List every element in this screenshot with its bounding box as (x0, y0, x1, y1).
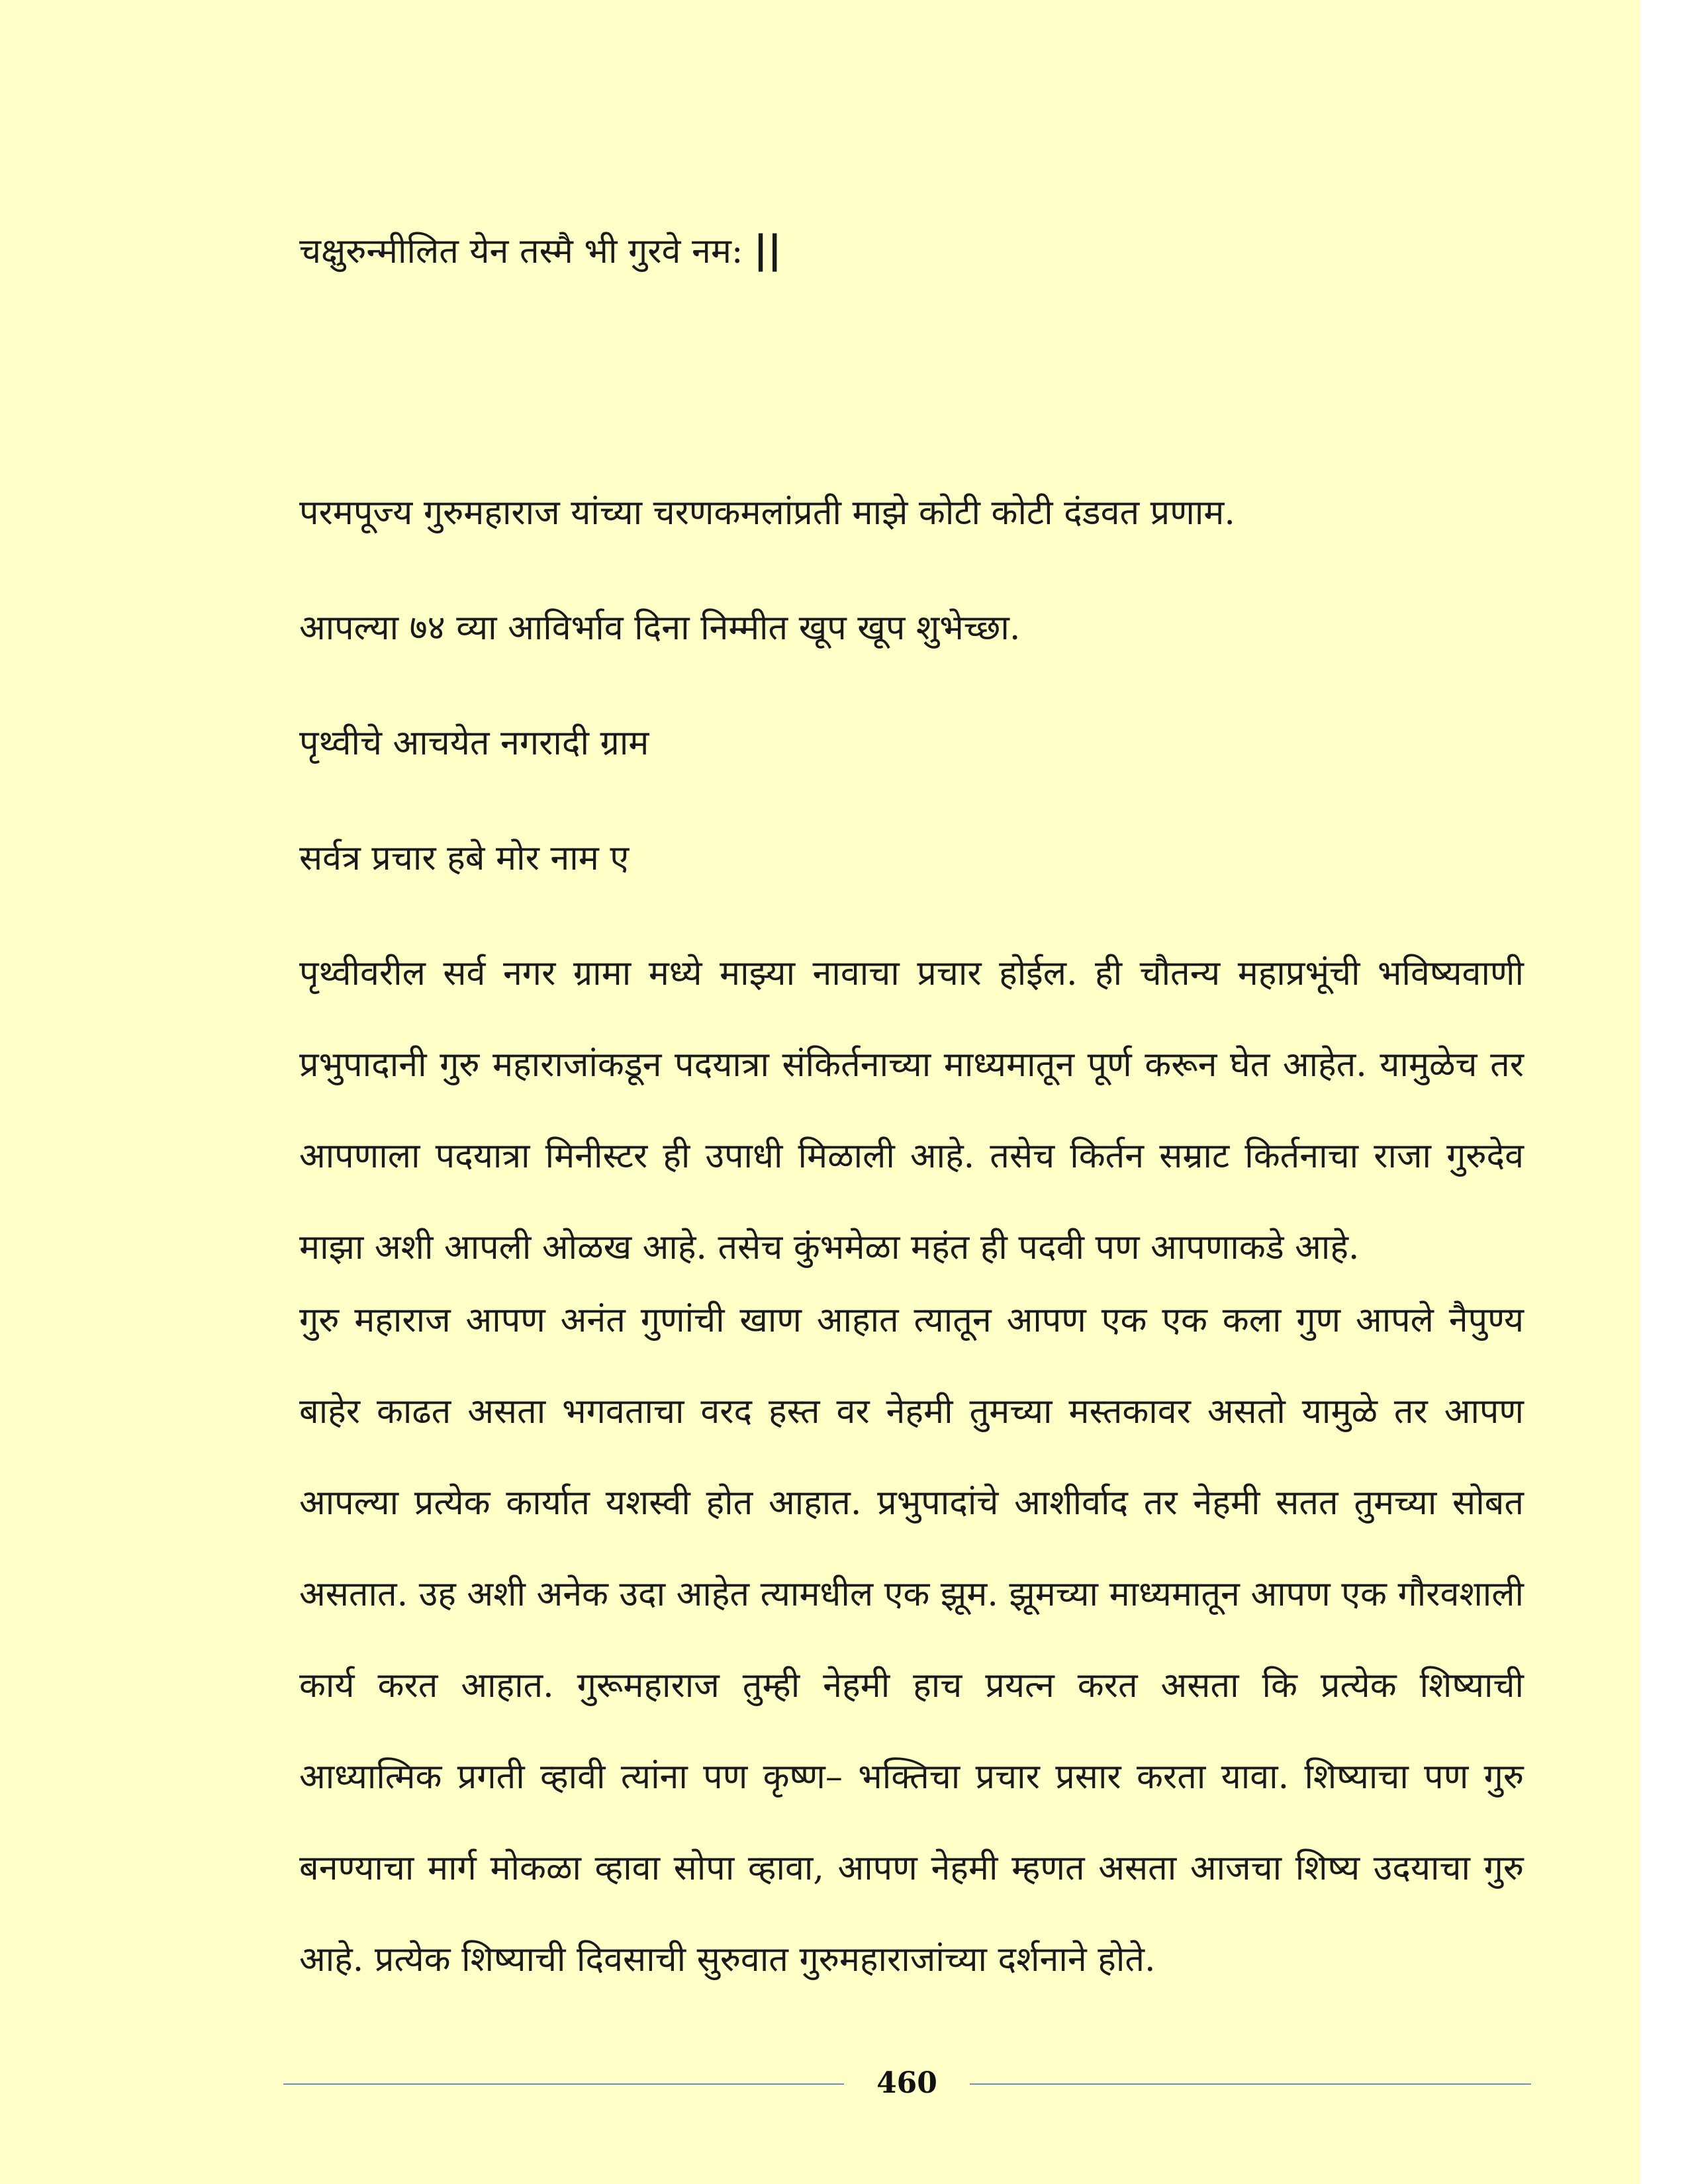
footer-rule-left (283, 2083, 844, 2085)
shloka-line (299, 204, 1524, 297)
verse-end-mark: || (753, 227, 782, 272)
salutation-line: परमपूज्य गुरुमहाराज यांच्या चरणकमलांप्रती माझे कोटी कोटी दंडवत प्रणाम. (299, 493, 1235, 533)
footer-rule-right (970, 2083, 1531, 2085)
verse-line-1: पृथ्वीचे आचयेत नगरादी ग्राम (299, 723, 649, 763)
paragraph-1: पृथ्वीवरील सर्व नगर ग्रामा मध्ये माझ्या नावाचा प्रचार होईल. ही चौतन्य महाप्रभूंची भविष्यवाणी प्रभुपादानी गुरु महाराजांकडून पदयात्रा संकिर्तनाच्या माध्यमातून पूर्ण करून घेत आहेत. यामुळेच तर आपणाला पदयात्रा मिनीस्टर ही उपाधी मिळाली आहे. तसेच किर्तन सम्राट किर्तनाचा राजा गुरुदेव माझा अशी आपली ओळख आहे. तसेच कुंभमेळा महंत ही पदवी पण आपणाकडे आहे. (299, 954, 1524, 1267)
paragraph-2: गुरु महाराज आपण अनंत गुणांची खाण आहात त्यातून आपण एक एक कला गुण आपले नैपुण्य बाहेर काढत असता भगवताचा वरद हस्त वर नेहमी तुमच्या मस्तकावर असतो यामुळे तर आपण आपल्या प्रत्येक कार्यात यशस्वी होत आहात. प्रभुपादांचे आशीर्वाद तर नेहमी सतत तुमच्या सोबत असतात. उह अशी अनेक उदा आहेत त्यामधील एक झूम. झूमच्या माध्यमातून आपण एक गौरवशाली कार्य करत आहात. गुरूमहाराज तुम्ही नेहमी हाच प्रयत्न करत असता कि प्रत्येक शिष्याची आध्यात्मिक प्रगती व्हावी त्यांना पण कृष्ण– भक्तिचा प्रचार प्रसार करता यावा. शिष्याचा पण गुरु बनण्याचा मार्ग मोकळा व्हावा सोपा व्हावा, आपण नेहमी म्हणत असता आजचा शिष्य उदयाचा गुरु आहे. प्रत्येक शिष्याची दिवसाची सुरुवात गुरुमहाराजांच्या दर्शनाने होते. (299, 1300, 1524, 1979)
page-number: 460 (876, 2066, 937, 2100)
verse-line-2: सर्वत्र प्रचार हबे मोर नाम ए (299, 839, 630, 878)
birthday-wish-line: आपल्या ७४ व्या आविर्भाव दिना निम्मीत खूप खूप शुभेच्छा. (299, 608, 1021, 648)
shloka-text: चक्षुरुन्मीलित येन तस्मै भी गुरवे नम: (299, 232, 743, 271)
